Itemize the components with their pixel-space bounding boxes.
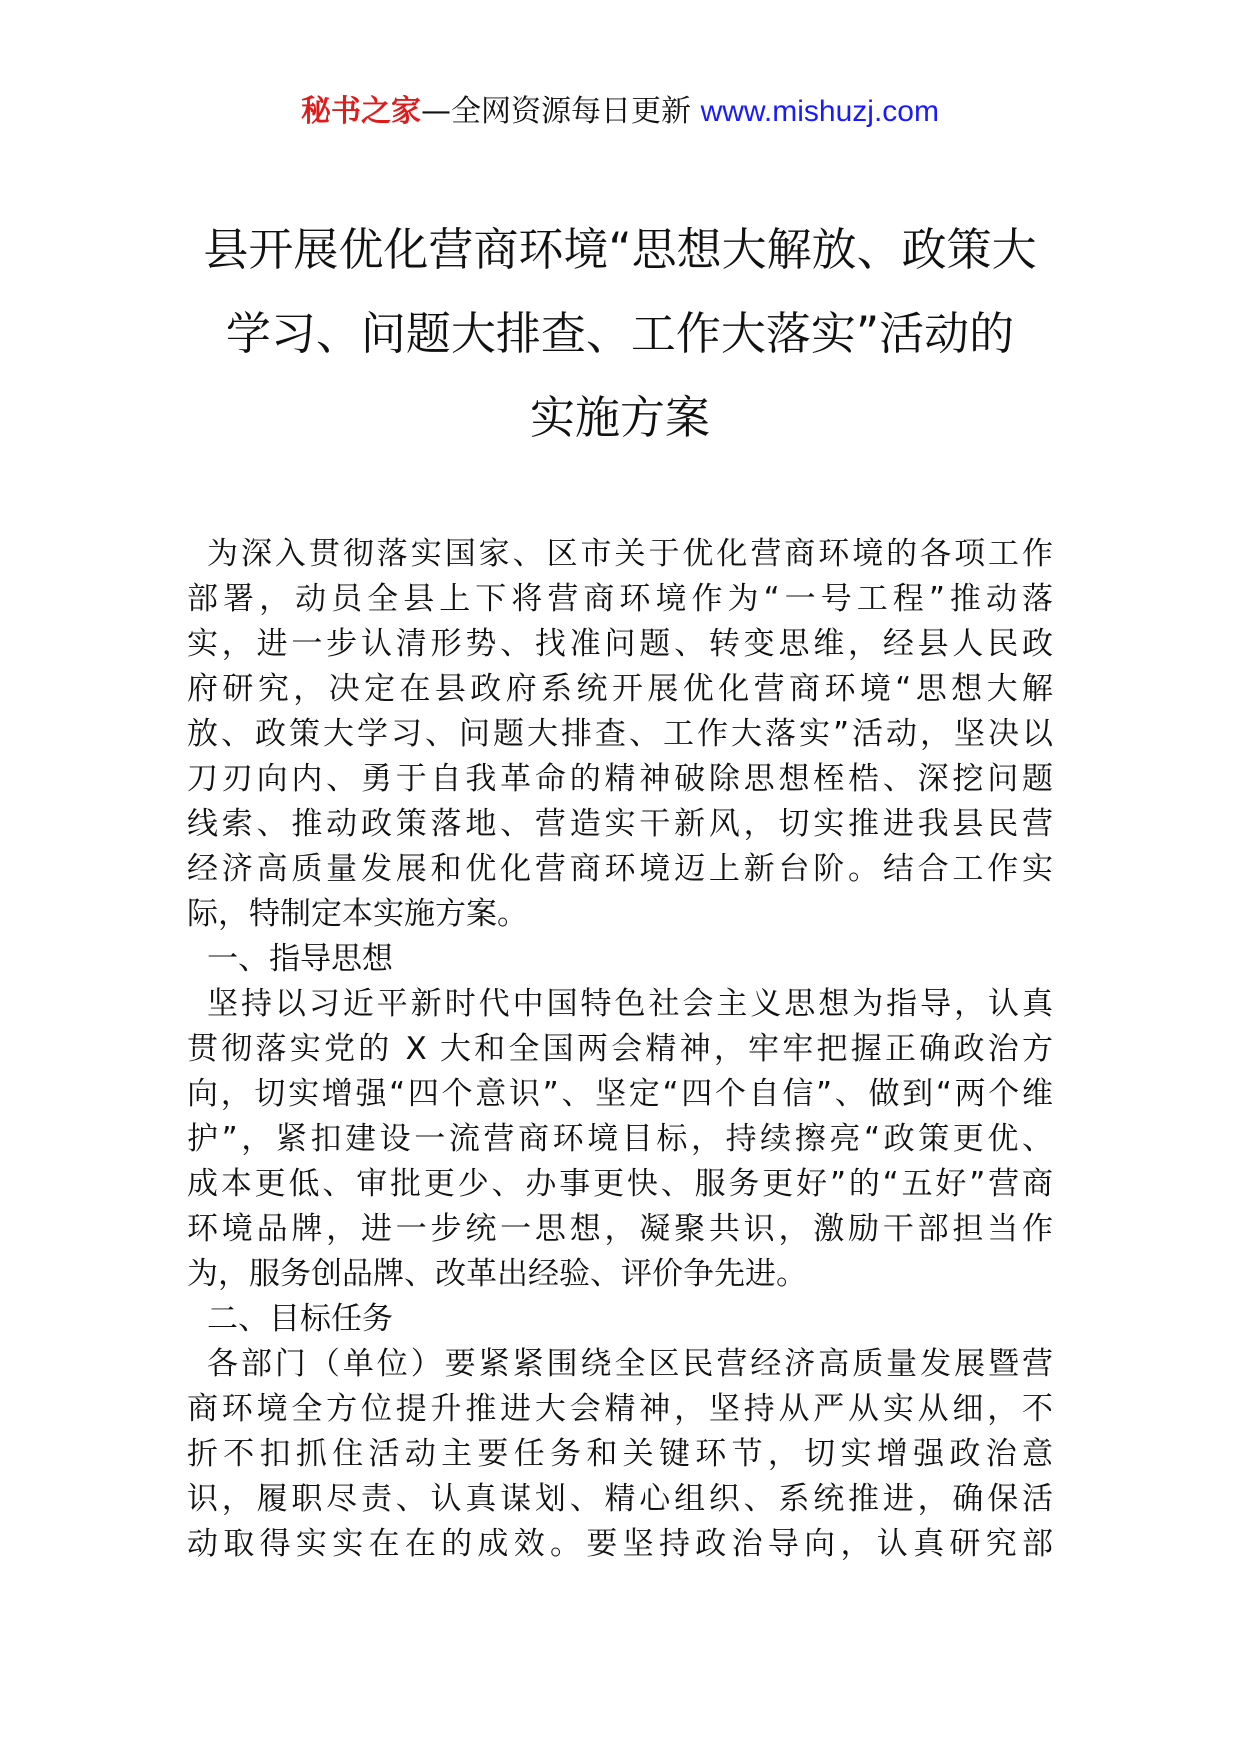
paragraph-line: 向，切实增强“四个意识”、坚定“四个自信”、做到“两个维	[187, 1076, 1053, 1112]
paragraph-line: 各部门（单位）要紧紧围绕全区民营经济高质量发展暨营	[207, 1346, 1053, 1382]
document-title	[180, 208, 1060, 460]
paragraph-line: 刀刃向内、勇于自我革命的精神破除思想桎梏、深挖问题	[187, 761, 1053, 797]
paragraph-line: 成本更低、审批更少、办事更快、服务更好”的“五好”营商	[187, 1166, 1053, 1202]
paragraph-line: 府研究，决定在县政府系统开展优化营商环境“思想大解	[187, 671, 1053, 707]
paragraph-line: 实，进一步认清形势、找准问题、转变思维，经县人民政	[187, 626, 1053, 662]
paragraph-line: 动取得实实在在的成效。要坚持政治导向，认真研究部	[187, 1526, 1053, 1562]
paragraph-line: 坚持以习近平新时代中国特色社会主义思想为指导，认真	[207, 986, 1053, 1022]
title-line: 实施方案	[529, 391, 710, 444]
paragraph-line: 放、政策大学习、问题大排查、工作大落实”活动，坚决以	[187, 716, 1053, 752]
paragraph-line: 折不扣抓住活动主要任务和关键环节，切实增强政治意	[187, 1436, 1053, 1472]
paragraph-line: 经济高质量发展和优化营商环境迈上新台阶。结合工作实	[187, 851, 1053, 887]
paragraph-line: 为，服务创品牌、改革出经验、评价争先进。	[187, 1256, 807, 1292]
paragraph-line: 环境品牌，进一步统一思想，凝聚共识，激励干部担当作	[187, 1211, 1053, 1247]
paragraph-line: 贯彻落实党的 X 大和全国两会精神，牢牢把握正确政治方	[187, 1031, 1053, 1067]
document-body	[187, 532, 1053, 1567]
paragraph-line: 线索、推动政策落地、营造实干新风，切实推进我县民营	[187, 806, 1053, 842]
section-heading: 二、目标任务	[207, 1301, 393, 1337]
site-header	[0, 92, 1240, 132]
site-url[interactable]: www.mishuzj.com	[700, 95, 939, 128]
title-line: 县开展优化营商环境“思想大解放、政策大	[203, 223, 1037, 276]
paragraph-line: 识，履职尽责、认真谋划、精心组织、系统推进，确保活	[187, 1481, 1053, 1517]
paragraph-line: 部署，动员全县上下将营商环境作为“一号工程”推动落	[187, 581, 1053, 617]
title-line: 学习、问题大排查、工作大落实”活动的	[225, 307, 1015, 360]
paragraph-line: 际，特制定本实施方案。	[187, 896, 528, 932]
site-brand: 秘书之家	[301, 94, 422, 129]
section-heading: 一、指导思想	[207, 941, 393, 977]
paragraph-line: 护”，紧扣建设一流营商环境目标，持续擦亮“政策更优、	[187, 1121, 1053, 1157]
site-tagline: —全网资源每日更新	[421, 94, 701, 129]
paragraph-line: 为深入贯彻落实国家、区市关于优化营商环境的各项工作	[207, 536, 1053, 572]
paragraph-line: 商环境全方位提升推进大会精神，坚持从严从实从细，不	[187, 1391, 1053, 1427]
